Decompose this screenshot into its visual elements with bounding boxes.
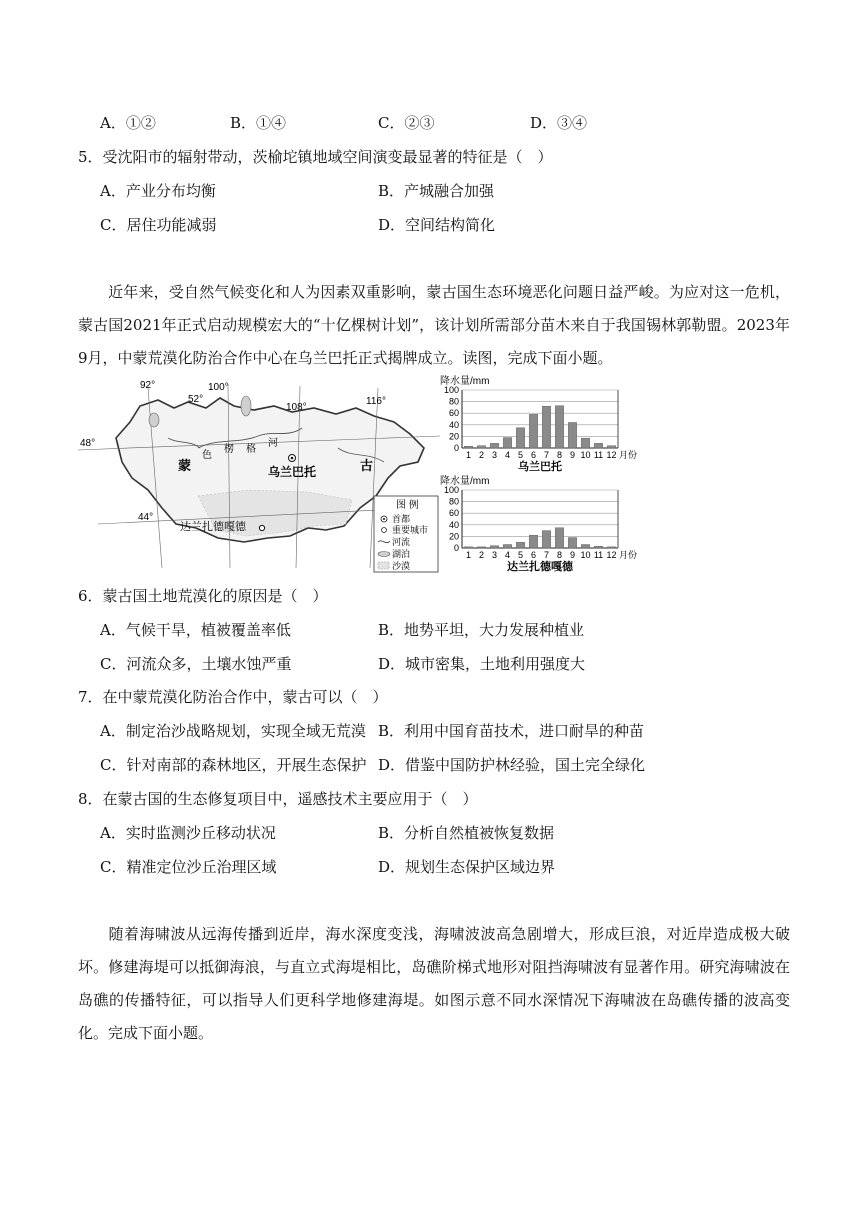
capital-marker: [291, 457, 294, 460]
x-tick-label: 8: [556, 450, 563, 460]
legend-river: 河流: [392, 537, 411, 547]
q7-option-d: D．借鉴中国防护林经验，国土完全绿化: [378, 756, 646, 774]
bar: [568, 422, 576, 448]
legend-city: 重要城市: [392, 525, 429, 535]
y-tick-label: 0: [453, 543, 459, 553]
q5-option-a: A．产业分布均衡: [100, 182, 216, 200]
q4-option-d: D．③④: [530, 114, 588, 132]
y-tick-label: 100: [443, 485, 459, 495]
label-gu: 古: [360, 458, 374, 473]
q5-option-c: C．居住功能减弱: [100, 216, 217, 234]
y-tick-label: 20: [448, 531, 459, 542]
q7-option-b: B．利用中国育苗技术，进口耐旱的种苗: [378, 722, 645, 740]
bar: [568, 538, 576, 548]
bar: [516, 542, 524, 548]
chart-ulaanbaatar: [440, 374, 637, 473]
label-se: 色: [202, 450, 212, 461]
x-tick-label: 10: [580, 450, 591, 460]
x-tick-label: 12: [606, 550, 617, 560]
x-tick-label: 8: [556, 550, 563, 560]
label-leng: 楞: [224, 444, 234, 455]
y-axis-label: 降水量/mm: [440, 376, 490, 387]
bar: [464, 446, 472, 448]
x-tick-label: 5: [517, 450, 524, 460]
label-meng: 蒙: [178, 458, 192, 473]
q5-option-b: B．产城融合加强: [378, 182, 495, 200]
x-tick-label: 11: [593, 450, 604, 460]
lat-label-48: 48°: [80, 438, 96, 449]
mongolia-map: [78, 378, 440, 574]
passage-tsunami: [78, 918, 790, 1050]
x-tick-label: 9: [569, 450, 576, 460]
q8-option-b: B．分析自然植被恢复数据: [378, 824, 555, 842]
x-tick-label: 11: [593, 550, 604, 560]
chart-dalanzadgad: [440, 474, 637, 573]
bar: [464, 547, 472, 548]
y-axis-label: 降水量/mm: [440, 476, 490, 487]
y-tick-label: 80: [448, 396, 459, 407]
bar: [542, 531, 550, 548]
q6-option-b: B．地势平坦，大力发展种植业: [378, 621, 585, 639]
bar: [594, 443, 602, 448]
q4-option-c: C．②③: [378, 114, 435, 132]
lake-west: [149, 413, 159, 427]
q5-stem: 5．受沈阳市的辐射带动，茨榆坨镇地域空间演变最显著的特征是（ ）: [78, 148, 553, 166]
y-tick-label: 60: [448, 408, 459, 419]
q8-option-a: A．实时监测沙丘移动状况: [100, 824, 276, 842]
lake-khovsgol: [241, 396, 251, 416]
x-tick-label: 9: [569, 550, 576, 560]
q7-option-a: A．制定治沙战略规划，实现全域无荒漠: [100, 722, 366, 740]
label-ge: 格: [246, 444, 256, 455]
x-tick-label: 12: [606, 450, 617, 460]
passage-mongolia-text: 近年来，受自然气候变化和人为因素双重影响，蒙古国生态环境恶化问题日益严峻。为应对这一危机，蒙古国2021年正式启动规模宏大的“十亿棵树计划”，该计划所需部分苗木来自于我国锡林郭勒盟。2023年9月，中蒙荒漠化防治合作中心在乌兰巴托正式揭牌成立。读图，完成下面小题。: [78, 283, 790, 367]
q6-stem: 6．蒙古国土地荒漠化的原因是（ ）: [78, 587, 328, 605]
x-tick-label: 7: [543, 450, 550, 460]
y-tick-label: 40: [448, 519, 459, 530]
passage-tsunami-text: 随着海啸波从远海传播到近岸，海水深度变浅，海啸波波高急剧增大，形成巨浪，对近岸造成极大破坏。修建海堤可以抵御海浪，与直立式海堤相比，岛礁阶梯式地形对阻挡海啸波有显著作用。研究海啸波在岛礁的传播特征，可以指导人们更科学地修建海堤。如图示意不同水深情况下海啸波在岛礁传播的波高变化。完成下面小题。: [78, 925, 790, 1042]
y-tick-label: 100: [443, 385, 459, 395]
y-tick-label: 0: [453, 443, 459, 453]
legend-capital: 首都: [392, 514, 411, 524]
q5-option-d: D．空间结构简化: [378, 216, 496, 234]
bar: [607, 446, 615, 448]
bar: [477, 547, 485, 548]
bar: [542, 406, 550, 448]
bar: [529, 535, 537, 548]
y-tick-label: 40: [448, 419, 459, 430]
x-tick-label: 6: [530, 550, 537, 560]
x-tick-label: 6: [530, 450, 537, 460]
q6-option-a: A．气候干旱，植被覆盖率低: [100, 621, 291, 639]
q8-option-c: C．精准定位沙丘治理区域: [100, 858, 277, 876]
legend-desert: 沙漠: [392, 561, 411, 571]
lat-label-52: 52°: [188, 394, 204, 405]
city-label: 达兰扎德嘎德: [180, 521, 246, 533]
x-tick-label: 5: [517, 550, 524, 560]
bar: [503, 545, 511, 548]
bar: [581, 545, 589, 548]
bar: [490, 546, 498, 548]
bar: [555, 528, 563, 548]
q8-stem: 8．在蒙古国的生态修复项目中，遥感技术主要应用于（ ）: [78, 790, 478, 808]
q7-stem: 7．在中蒙荒漠化防治合作中，蒙古可以（ ）: [78, 688, 388, 706]
y-tick-label: 60: [448, 508, 459, 519]
q6-option-c: C．河流众多，土壤水蚀严重: [100, 655, 292, 673]
chart-title: 乌兰巴托: [518, 461, 562, 473]
legend-title: 图 例: [396, 500, 419, 511]
x-tick-label: 2: [478, 450, 485, 460]
x-axis-label: 月份: [619, 450, 638, 460]
q8-option-d: D．规划生态保护区域边界: [378, 858, 556, 876]
passage-mongolia: [78, 276, 790, 375]
y-tick-label: 20: [448, 431, 459, 442]
lat-label-44: 44°: [138, 512, 154, 523]
chart-title: 达兰扎德嘎德: [507, 561, 573, 573]
x-axis-label: 月份: [619, 550, 638, 560]
q7-option-c: C．针对南部的森林地区，开展生态保护: [100, 756, 367, 774]
lon-label-108: 108°: [286, 402, 307, 413]
q6-option-d: D．城市密集，土地利用强度大: [378, 655, 586, 673]
x-tick-label: 7: [543, 550, 550, 560]
x-tick-label: 4: [504, 450, 511, 460]
bar: [529, 414, 537, 448]
capital-label: 乌兰巴托: [268, 465, 317, 479]
bar: [503, 438, 511, 448]
q4-option-b: B．①④: [230, 114, 287, 132]
x-tick-label: 10: [580, 550, 591, 560]
bar: [555, 406, 563, 448]
lon-label-116: 116°: [366, 396, 386, 407]
x-tick-label: 1: [465, 450, 472, 460]
bar: [594, 546, 602, 548]
legend-lake: 湖泊: [392, 549, 411, 559]
lon-label-92: 92°: [140, 380, 156, 391]
lon-label-100: 100°: [208, 382, 229, 393]
bar: [490, 443, 498, 448]
x-tick-label: 2: [478, 550, 485, 560]
x-tick-label: 3: [491, 450, 498, 460]
label-he: 河: [268, 438, 278, 449]
bar: [607, 547, 615, 548]
bar: [477, 446, 485, 448]
x-tick-label: 3: [491, 550, 498, 560]
city-marker: [259, 525, 264, 530]
bar: [581, 438, 589, 448]
q4-option-a: A．①②: [100, 114, 156, 132]
precipitation-charts: [438, 374, 638, 576]
bar: [516, 428, 524, 448]
x-tick-label: 4: [504, 550, 511, 560]
x-tick-label: 1: [465, 550, 472, 560]
y-tick-label: 80: [448, 496, 459, 507]
